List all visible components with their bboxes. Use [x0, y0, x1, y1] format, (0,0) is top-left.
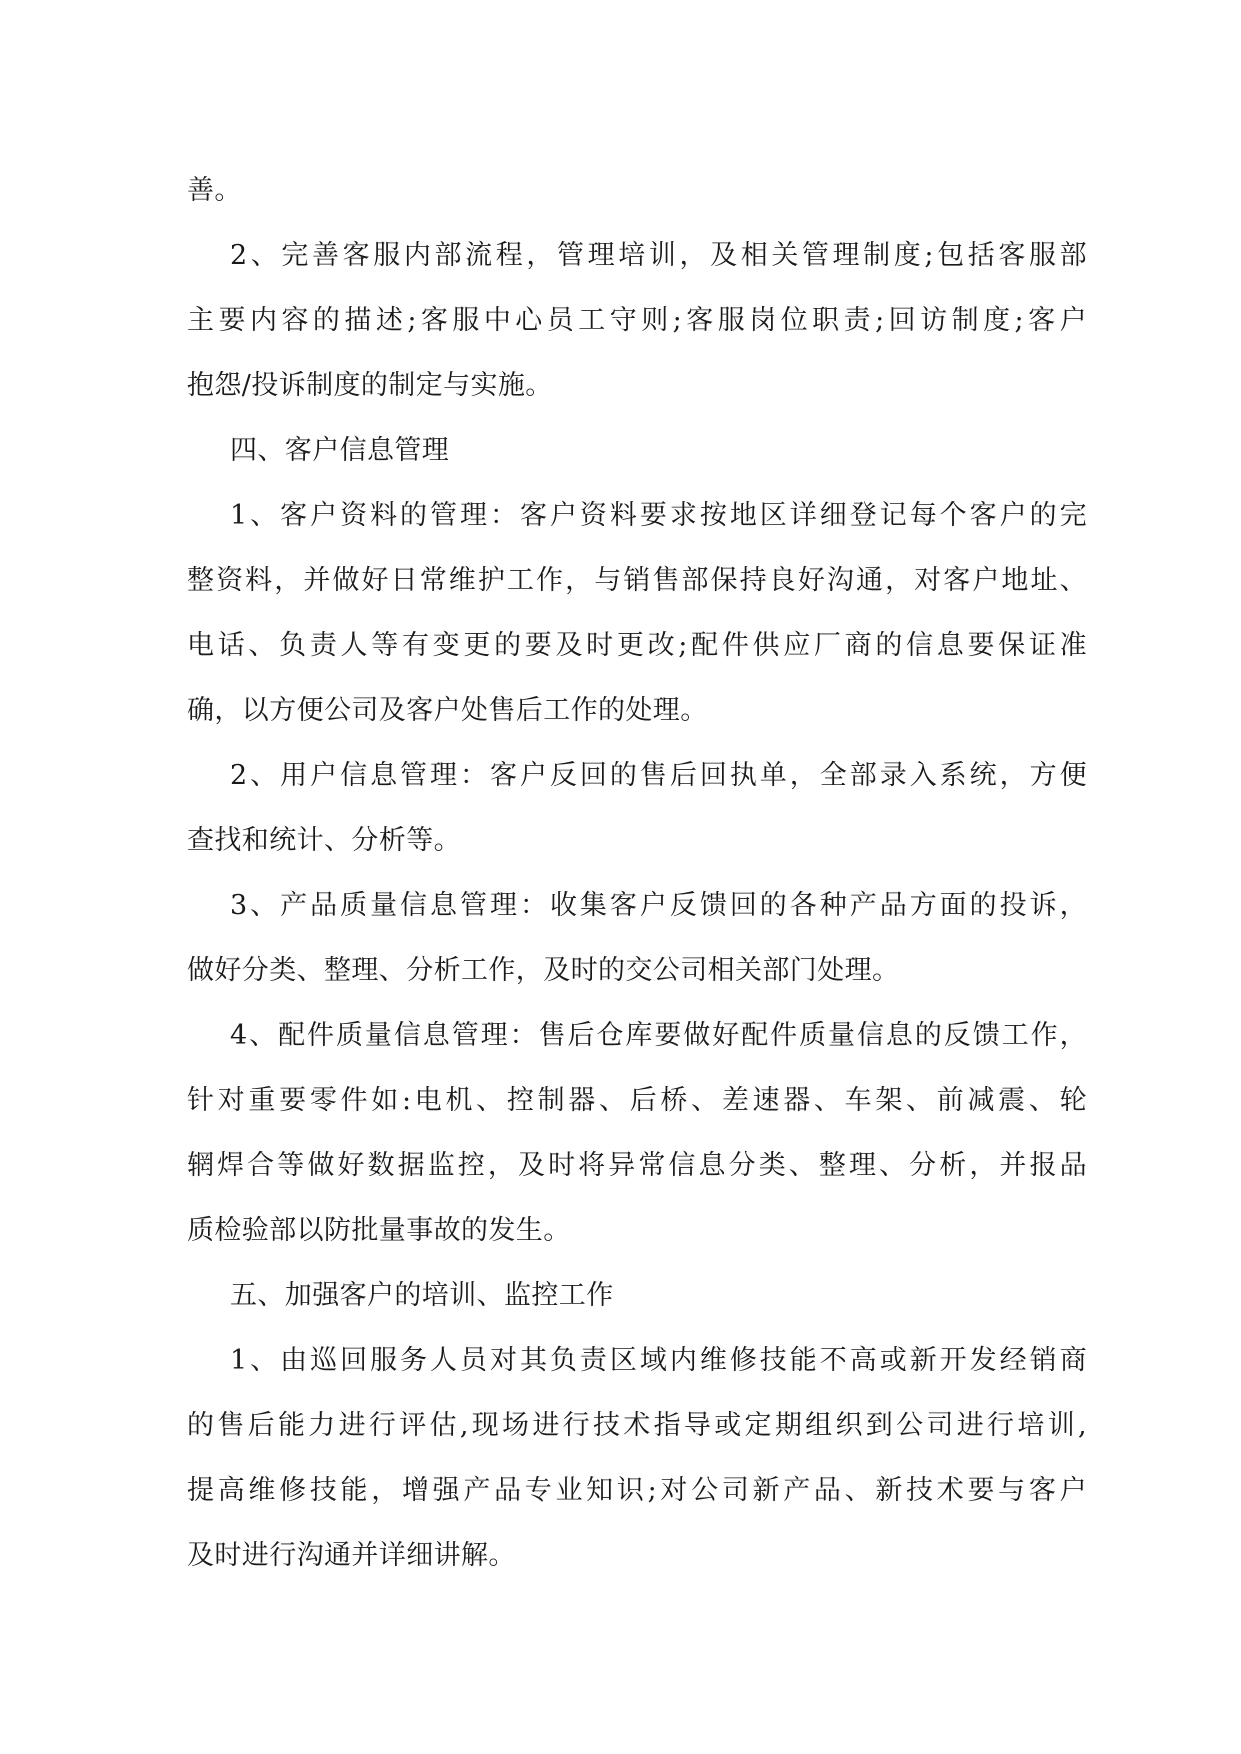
text-line: 1、客户资料的管理：客户资料要求按地区详细登记每个客户的完: [230, 500, 1087, 531]
text-line: 2、用户信息管理：客户反回的售后回执单，全部录入系统，方便: [230, 760, 1087, 791]
text-line: 4、配件质量信息管理：售后仓库要做好配件质量信息的反馈工作，: [230, 1020, 1087, 1051]
text-line: 整资料，并做好日常维护工作，与销售部保持良好沟通，对客户地址、: [187, 565, 1087, 596]
text-line: 电话、负责人等有变更的要及时更改;配件供应厂商的信息要保证准: [187, 630, 1087, 661]
text-line: 的售后能力进行评估,现场进行技术指导或定期组织到公司进行培训,: [187, 1410, 1087, 1441]
text-line: 质检验部以防批量事故的发生。: [187, 1215, 571, 1246]
document-body: [187, 158, 1087, 1588]
text-line: 针对重要零件如:电机、控制器、后桥、差速器、车架、前减震、轮: [187, 1085, 1087, 1116]
text-line: 抱怨/投诉制度的制定与实施。: [187, 370, 553, 401]
text-line: 确，以方便公司及客户处售后工作的处理。: [187, 695, 708, 726]
text-line: 2、完善客服内部流程，管理培训，及相关管理制度;包括客服部: [230, 240, 1087, 271]
text-line: 3、产品质量信息管理：收集客户反馈回的各种产品方面的投诉，: [230, 890, 1087, 921]
text-line: 做好分类、整理、分析工作，及时的交公司相关部门处理。: [187, 955, 900, 986]
text-line: 查找和统计、分析等。: [187, 825, 461, 856]
text-line: 辋焊合等做好数据监控，及时将异常信息分类、整理、分析，并报品: [187, 1150, 1087, 1181]
text-line: 善。: [187, 175, 242, 206]
text-line: 提高维修技能，增强产品专业知识;对公司新产品、新技术要与客户: [187, 1475, 1087, 1506]
text-line: 及时进行沟通并详细讲解。: [187, 1540, 516, 1571]
text-line: 五、加强客户的培训、监控工作: [230, 1280, 614, 1311]
text-line: 1、由巡回服务人员对其负责区域内维修技能不高或新开发经销商: [230, 1345, 1087, 1376]
text-line: 四、客户信息管理: [230, 435, 450, 466]
text-line: 主要内容的描述;客服中心员工守则;客服岗位职责;回访制度;客户: [187, 305, 1087, 336]
